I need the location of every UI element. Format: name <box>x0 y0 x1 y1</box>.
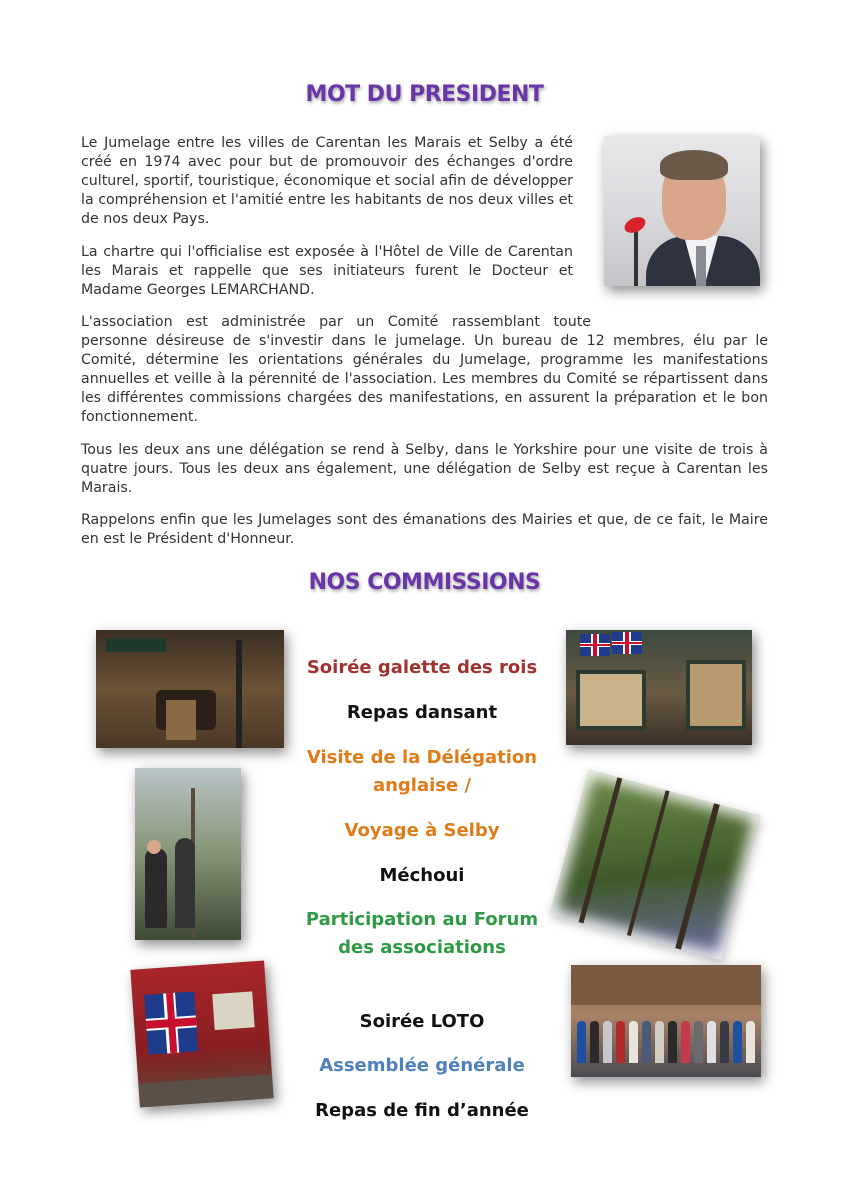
union-jack-bus-photo <box>130 960 273 1107</box>
commissions-heading: NOS COMMISSIONS <box>308 570 541 595</box>
museum-carriage-photo <box>96 630 284 748</box>
intro-paragraph: Le Jumelage entre les villes de Carentan les Marais et Selby a été créé en 1974 avec pour but de promouvoir des échanges d'ordre culturel, sportif, touristique, économique et social afin de développer la compréhension et l'amitié entre les habitants de nos deux villes et de nos deux Pays. <box>81 135 573 227</box>
british-shop-front-photo <box>566 630 752 745</box>
honorary-paragraph: Rappelons enfin que les Jumelages sont des émanations des Mairies et que, de ce fait, le Maire en est le Président d'Honneur. <box>81 512 768 547</box>
commission-item: Visite de la Délégation anglaise / <box>306 747 538 796</box>
group-photo <box>571 965 761 1077</box>
bluebell-forest-photo <box>550 770 761 961</box>
commission-item: Repas dansant <box>346 702 498 723</box>
commission-item: Méchoui <box>379 865 465 886</box>
president-heading: MOT DU PRESIDENT <box>305 82 544 107</box>
commission-item: Voyage à Selby <box>344 820 500 841</box>
charter-paragraph: La chartre qui l'officialise est exposée à l'Hôtel de Ville de Carentan les Marais et rappelle que ses initiateurs furent le Docteur et Madame Georges LEMARCHAND. <box>81 244 573 298</box>
commission-item: Repas de fin d’année <box>315 1100 529 1121</box>
commission-item: Soirée galette des rois <box>306 657 538 678</box>
tree-planting-photo <box>135 768 241 940</box>
association-paragraph-first-line: L'association est administrée par un Comité rassemblant toute <box>81 314 591 330</box>
association-paragraph-rest: personne désireuse de s'investir dans le jumelage. Un bureau de 12 membres, élu par le Comité, détermine les orientations générales du Jumelage, programme les manifestations annuelles et veille à la pérennité de l'association. Les membres du Comité se répartissent dans les différentes commissions chargées des manifestations, en assurent la préparation et le bon fonctionnement. <box>81 333 768 425</box>
delegation-paragraph: Tous les deux ans une délégation se rend à Selby, dans le Yorkshire pour une visite de trois à quatre jours. Tous les deux ans également, une délégation de Selby est reçue à Carentan les Marais. <box>81 442 768 496</box>
association-paragraph <box>81 313 768 427</box>
commission-item: Soirée LOTO <box>359 1011 485 1032</box>
president-portrait-image <box>604 136 760 286</box>
commission-item: Participation au Forum des associations <box>305 909 539 958</box>
commission-item: Assemblée générale <box>319 1055 525 1076</box>
